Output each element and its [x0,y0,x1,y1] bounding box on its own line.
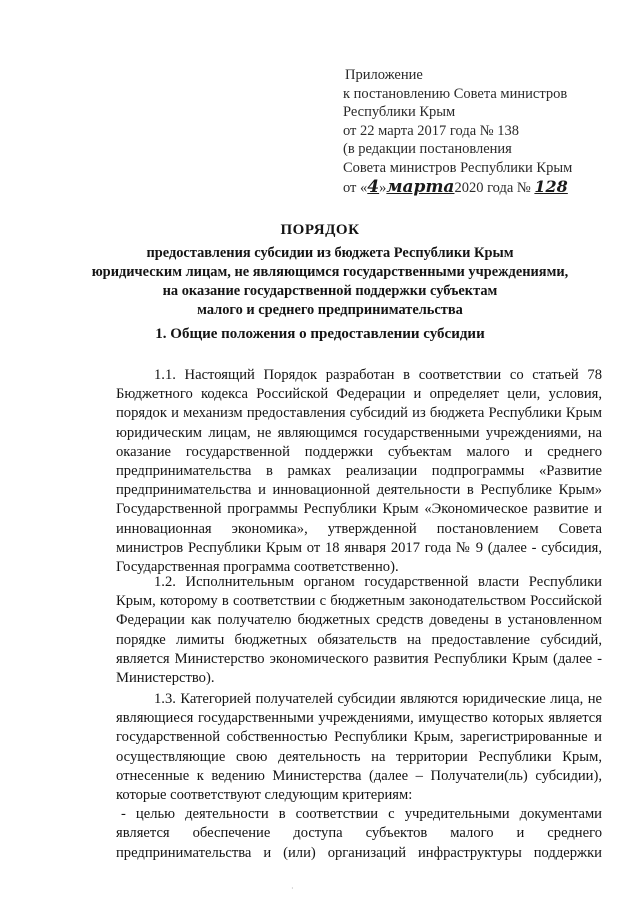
subtitle-line: предоставления субсидии из бюджета Республики Крым [146,245,514,261]
scan-artifact: · [291,884,294,893]
paragraph-line: Министерство). [116,670,215,687]
paragraph-line: Государственная программа соответственно). [116,559,399,576]
date-prefix: от « [343,179,368,196]
paragraph-line: предпринимательства в рамках реализации подпрограммы «Развитие [116,463,602,480]
paragraph-line: Государственной программы Республики Крым «Экономическое развитие и [116,501,602,518]
appendix-date-line [343,178,613,198]
paragraph-line: осуществляющие свою деятельность на территории Республики Крым, [116,748,602,765]
paragraph-line: являющиеся государственными учреждениями, имущество которых является [116,710,602,727]
paragraph-line: государственной собственностью Республики Крым, зарегистрированные и [116,729,602,746]
paragraph-line: предпринимательства и инновационной деятельности в Республике Крым» [116,482,602,499]
handwritten-day: 4 [367,176,380,197]
handwritten-number: 128 [534,176,568,196]
paragraph-line: Крым, которому в соответствии с бюджетным законодательством Российской [116,593,602,610]
paragraph-line: является обеспечение доступа субъектов малого и среднего [116,825,602,842]
paragraph-line: порядок и механизм предоставления субсидий из бюджета Республики Крым [116,405,602,422]
document-subtitle [60,244,600,320]
paragraph-line: Федерации как получателю бюджетных средств доведены в установленном [116,612,602,629]
paragraph-line: 1.3. Категорией получателей субсидии являются юридические лица, не [154,691,602,707]
paragraph-line: которые соответствуют следующим критериям: [116,787,413,804]
appendix-line-2: к постановлению Совета министров [343,85,568,102]
paragraph-1-1 [116,366,602,577]
handwritten-month: марта [386,176,455,197]
paragraph-line: инновационная экономика», утвержденной постановлением Совета [116,520,602,537]
paragraph-line: порядке лимиты бюджетных обязательств на предоставление субсидий, [116,631,602,648]
paragraph-line: отнесенные к ведению Министерства (далее – Получатели(ль) субсидии), [116,767,602,784]
paragraph-line: министров Республики Крым от 18 января 2017 года № 9 (далее - субсидия, [116,539,602,556]
paragraph-line: оказание государственной поддержки субъектам малого и среднего [116,443,602,460]
section-1-heading: 1. Общие положения о предоставлении субсидии [155,326,485,342]
paragraph-line: юридическим лицам, не являющимся государственными учреждениями, на [116,424,602,441]
paragraph-line: - целью деятельности в соответствии с учредительными документами [121,806,602,823]
appendix-line-1: Приложение [345,67,423,83]
date-year: 2020 года № [454,179,531,196]
appendix-line-6: Совета министров Республики Крым [343,159,573,176]
appendix-line-5: (в редакции постановления [343,141,512,158]
paragraph-line: Бюджетного кодекса Российской Федерации и определяет цели, условия, [116,386,602,403]
subtitle-line: юридическим лицам, не являющимся государственными учреждениями, [91,264,569,280]
appendix-block [343,66,613,197]
paragraph-1-3 [116,690,602,863]
subtitle-line: малого и среднего предпринимательства [197,302,463,318]
document-title: ПОРЯДОК [280,222,360,238]
paragraph-1-2 [116,573,602,688]
paragraph-line: предпринимательства и (или) организаций инфраструктуры поддержки [116,844,602,861]
subtitle-line: на оказание государственной поддержки субъектам [162,283,498,299]
appendix-line-4: от 22 марта 2017 года № 138 [343,122,519,139]
paragraph-line: 1.1. Настоящий Порядок разработан в соответствии со статьей 78 [154,367,602,383]
date-mid: » [379,179,387,196]
paragraph-line: 1.2. Исполнительным органом государственной власти Республики [154,574,602,590]
appendix-line-3: Республики Крым [343,104,456,121]
paragraph-line: является Министерство экономического развития Республики Крым (далее - [116,650,602,667]
